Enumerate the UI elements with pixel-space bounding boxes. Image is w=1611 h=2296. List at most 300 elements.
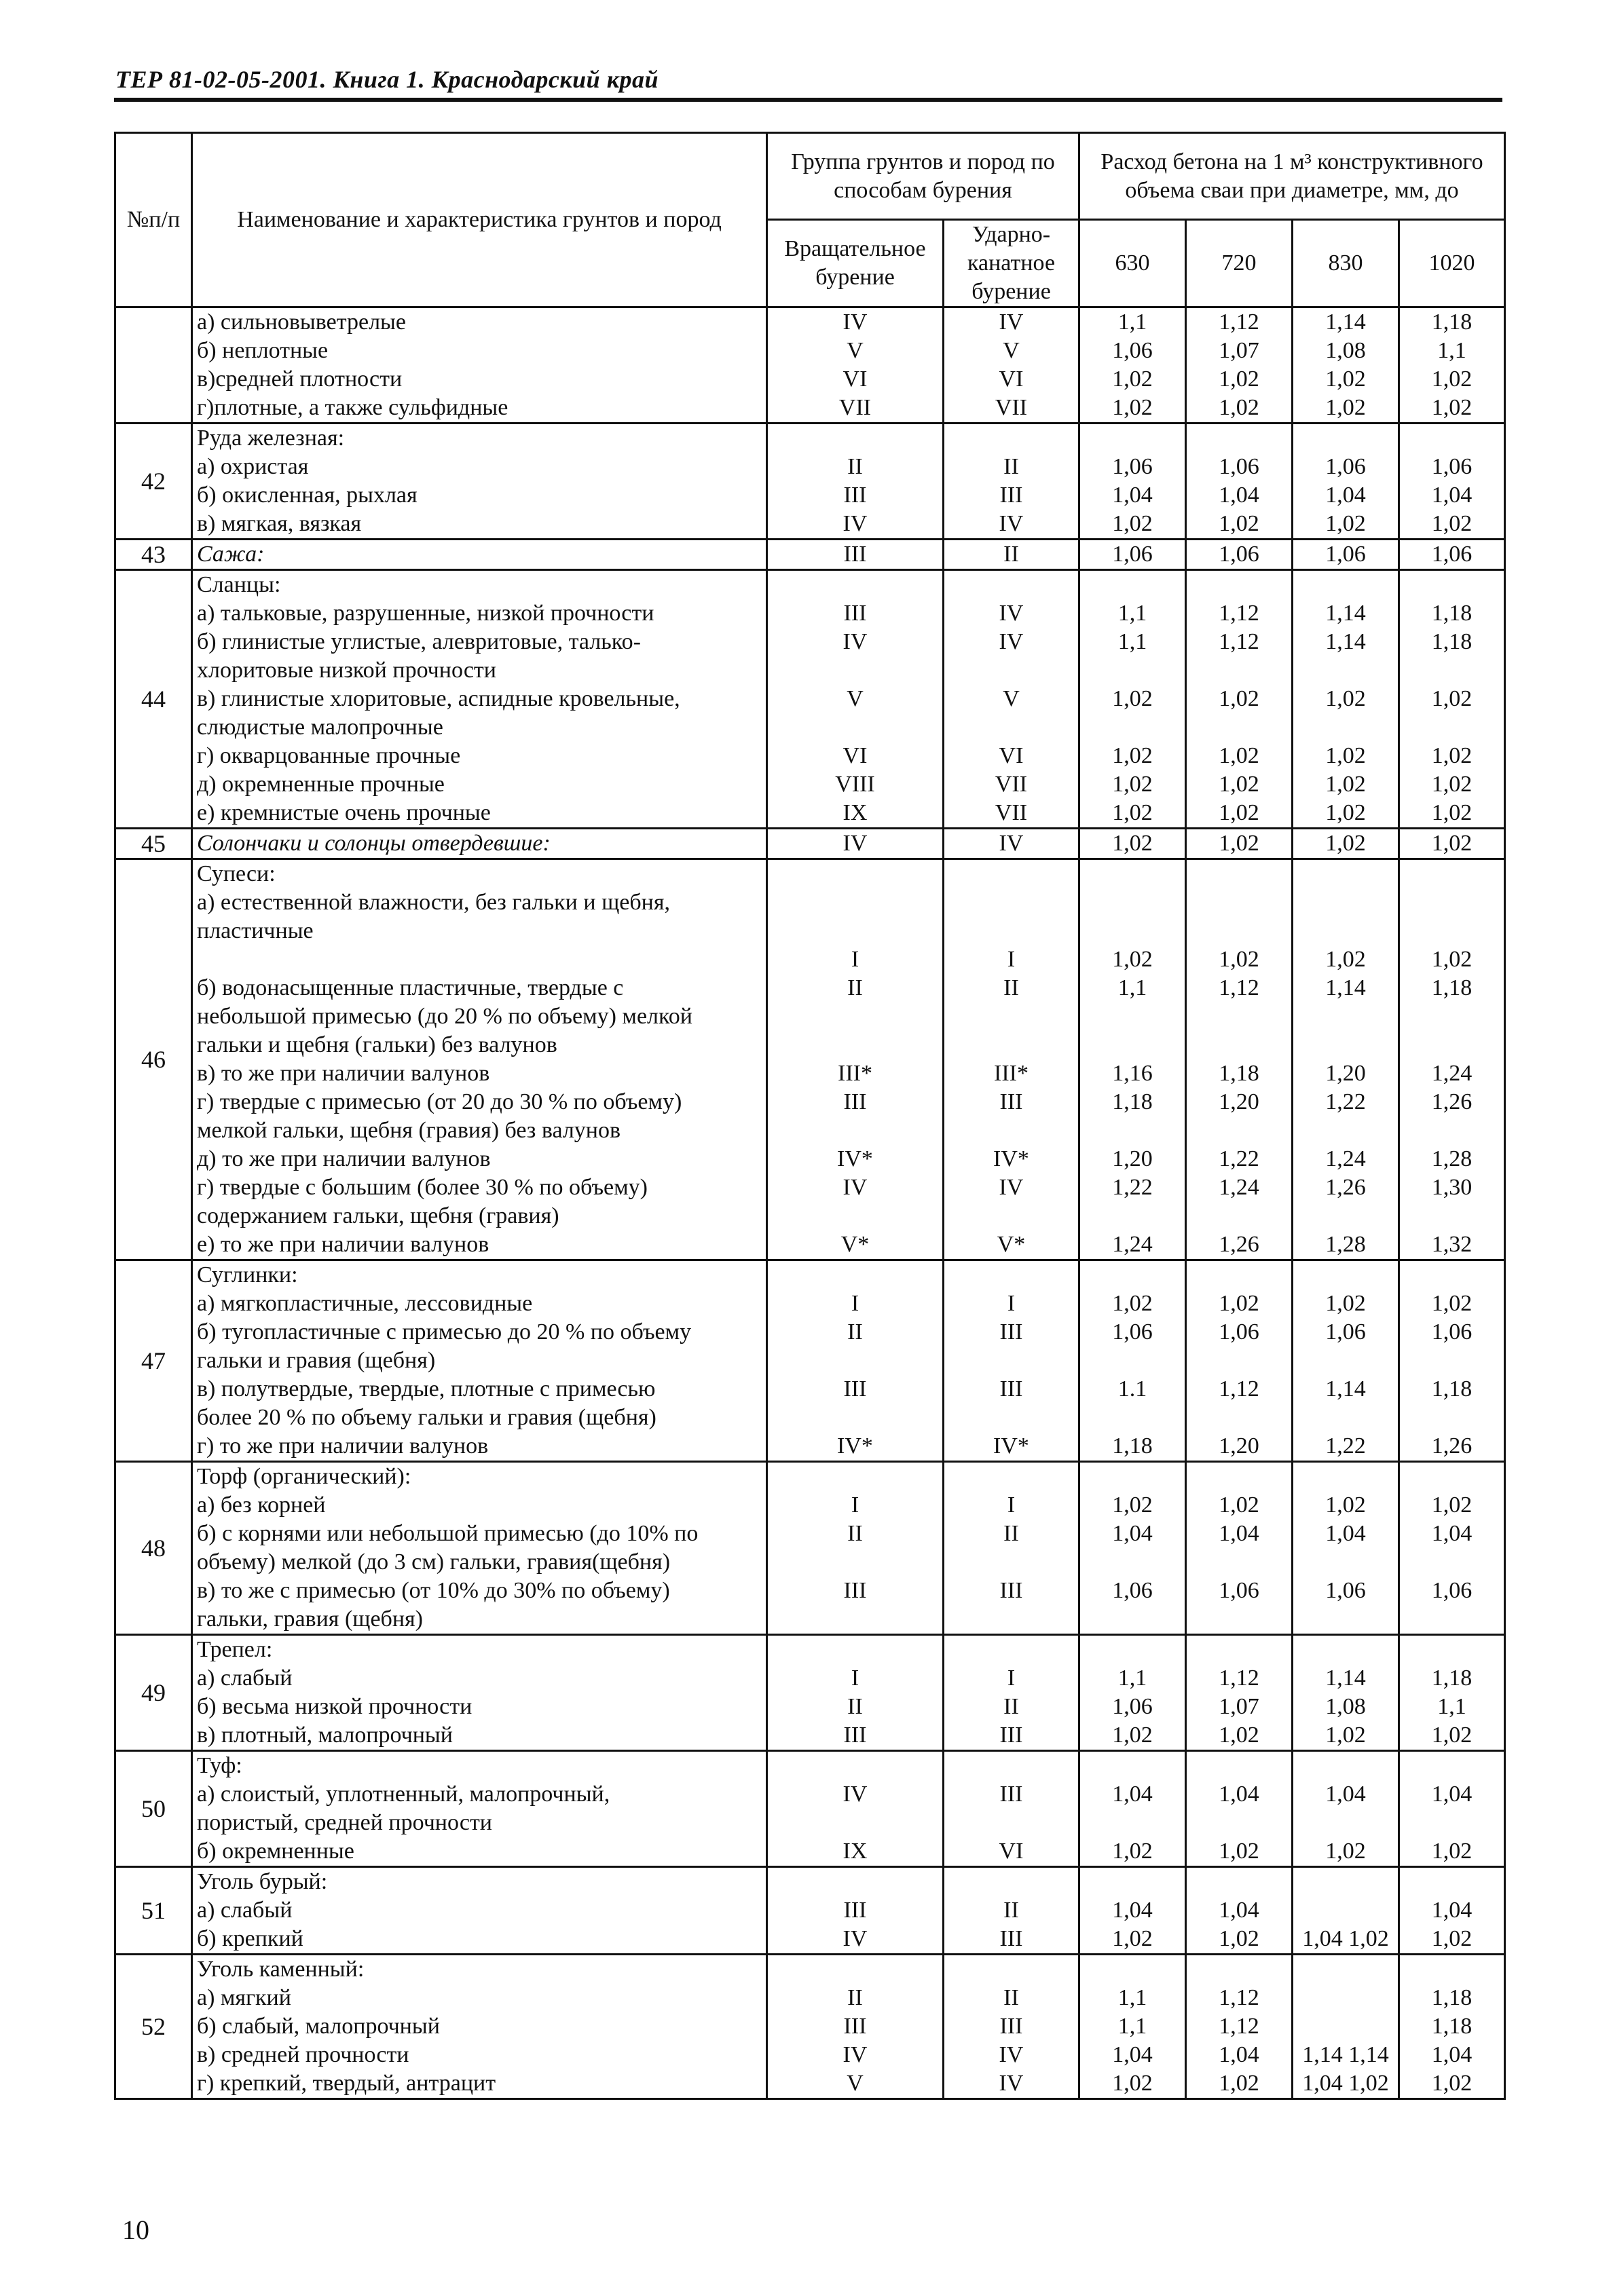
flow-value [1293, 1548, 1399, 1577]
group-rotary: II [767, 1984, 944, 2012]
table-row [115, 1318, 1505, 1347]
table-row [115, 1432, 1505, 1462]
group-rotary: IV [767, 1173, 944, 1202]
soil-name: б) окремненные [192, 1837, 767, 1867]
flow-value [1079, 1002, 1186, 1031]
group-rotary: IV [767, 829, 944, 859]
flow-value: 1,02 [1079, 394, 1186, 424]
flow-value: 1,02 [1079, 685, 1186, 713]
flow-value: 1,04 [1399, 1780, 1505, 1809]
table-row [115, 1577, 1505, 1605]
group-rotary [767, 1751, 944, 1781]
flow-value [1293, 570, 1399, 600]
flow-value [1293, 2012, 1399, 2041]
group-rotary [767, 656, 944, 685]
flow-value: 1,26 [1293, 1173, 1399, 1202]
group-percussion [944, 859, 1079, 889]
group-percussion: III [944, 2012, 1079, 2041]
flow-value [1186, 1809, 1293, 1837]
flow-value: 1,24 [1079, 1230, 1186, 1260]
flow-value [1399, 1462, 1505, 1492]
flow-value: 1,02 [1399, 1837, 1505, 1867]
table-row [115, 859, 1505, 889]
flow-value: 1,02 [1293, 1721, 1399, 1751]
flow-value [1293, 1867, 1399, 1897]
soil-table [114, 132, 1506, 2100]
group-percussion: II [944, 1984, 1079, 2012]
flow-value: 1,06 [1186, 453, 1293, 481]
group-rotary [767, 1605, 944, 1635]
flow-value: 1,24 [1293, 1145, 1399, 1173]
group-percussion: IV [944, 510, 1079, 540]
col-header-concrete-flow: Расход бетона на 1 м³ конструктивного объема сваи при диаметре, мм, до [1079, 133, 1505, 220]
group-percussion: I [944, 1664, 1079, 1693]
flow-value [1186, 424, 1293, 453]
flow-value [1079, 1809, 1186, 1837]
soil-name: а) слабый [192, 1896, 767, 1925]
group-percussion [944, 1404, 1079, 1432]
table-row [115, 1955, 1505, 1984]
soil-name: хлоритовые низкой прочности [192, 656, 767, 685]
flow-value: 1,02 [1399, 1290, 1505, 1318]
group-percussion: III [944, 1318, 1079, 1347]
group-rotary: VIII [767, 770, 944, 799]
flow-value [1293, 1751, 1399, 1781]
flow-value: 1,20 [1079, 1145, 1186, 1173]
flow-value [1399, 1347, 1505, 1375]
group-percussion [944, 1809, 1079, 1837]
group-rotary: IV* [767, 1145, 944, 1173]
table-row [115, 1520, 1505, 1548]
flow-value: 1,02 [1186, 829, 1293, 859]
flow-value [1293, 1605, 1399, 1635]
flow-value: 1,26 [1399, 1432, 1505, 1462]
table-row [115, 1837, 1505, 1867]
flow-value [1186, 1955, 1293, 1984]
flow-value [1399, 1809, 1505, 1837]
soil-name: в) глинистые хлоритовые, аспидные кровельные, [192, 685, 767, 713]
flow-value [1186, 1260, 1293, 1290]
soil-name: в) то же с примесью (от 10% до 30% по объему) [192, 1577, 767, 1605]
soil-name: более 20 % по объему гальки и гравия (щебня) [192, 1404, 767, 1432]
table-row [115, 1031, 1505, 1059]
flow-value [1186, 859, 1293, 889]
table-row [115, 1230, 1505, 1260]
flow-value: 1,02 [1293, 770, 1399, 799]
group-percussion: V* [944, 1230, 1079, 1260]
flow-value: 1,22 [1293, 1432, 1399, 1462]
soil-name: б) окисленная, рыхлая [192, 481, 767, 510]
soil-name: г) твердые с большим (более 30 % по объему) [192, 1173, 767, 1202]
flow-value: 1,06 [1399, 453, 1505, 481]
flow-value: 1,02 [1186, 1925, 1293, 1955]
group-rotary: III [767, 481, 944, 510]
soil-name: а) мягкий [192, 1984, 767, 2012]
flow-value [1399, 1116, 1505, 1145]
flow-value: 1,12 [1186, 1664, 1293, 1693]
soil-name: а) слабый [192, 1664, 767, 1693]
flow-value: 1,18 [1079, 1432, 1186, 1462]
flow-value [1186, 917, 1293, 945]
flow-value [1186, 1462, 1293, 1492]
flow-value [1399, 1548, 1505, 1577]
flow-value: 1,04 [1079, 1520, 1186, 1548]
flow-value: 1,02 [1079, 799, 1186, 829]
table-row [115, 1173, 1505, 1202]
group-rotary [767, 424, 944, 453]
group-percussion: IV [944, 829, 1079, 859]
soil-name: а) мягкопластичные, лессовидные [192, 1290, 767, 1318]
soil-name: гальки, гравия (щебня) [192, 1605, 767, 1635]
header-rule [114, 98, 1502, 102]
group-rotary: III [767, 599, 944, 628]
flow-value: 1,14 [1293, 599, 1399, 628]
table-row [115, 1721, 1505, 1751]
soil-name: Супеси: [192, 859, 767, 889]
flow-value: 1,02 [1186, 1721, 1293, 1751]
flow-value [1079, 888, 1186, 917]
flow-value [1293, 1002, 1399, 1031]
flow-value: 1,12 [1186, 599, 1293, 628]
group-rotary: II [767, 1318, 944, 1347]
group-rotary [767, 570, 944, 600]
flow-value [1293, 1462, 1399, 1492]
flow-value: 1,1 [1079, 307, 1186, 337]
flow-value: 1,1 [1079, 974, 1186, 1002]
flow-value: 1,06 [1293, 1577, 1399, 1605]
flow-value: 1,1 [1079, 1984, 1186, 2012]
flow-value: 1,1 [1399, 337, 1505, 365]
flow-value [1079, 859, 1186, 889]
flow-value [1186, 1031, 1293, 1059]
flow-value [1186, 656, 1293, 685]
flow-value: 1,06 [1186, 1577, 1293, 1605]
flow-value: 1,04 [1079, 481, 1186, 510]
group-rotary [767, 1002, 944, 1031]
flow-value: 1,18 [1399, 1984, 1505, 2012]
flow-value: 1,02 [1399, 1491, 1505, 1520]
flow-value: 1,02 [1293, 1290, 1399, 1318]
soil-name: Сажа: [192, 540, 767, 570]
flow-value: 1,14 [1293, 1664, 1399, 1693]
table-row [115, 365, 1505, 394]
soil-name: б) весьма низкой прочности [192, 1693, 767, 1721]
table-row [115, 799, 1505, 829]
group-rotary [767, 1202, 944, 1230]
flow-value: 1,04 [1186, 481, 1293, 510]
flow-value [1399, 1635, 1505, 1665]
flow-value: 1,06 [1399, 540, 1505, 570]
flow-value: 1,06 [1079, 453, 1186, 481]
flow-value: 1,18 [1399, 628, 1505, 656]
flow-value: 1,04 [1079, 1896, 1186, 1925]
row-number: 45 [115, 829, 192, 859]
flow-value: 1,02 [1293, 685, 1399, 713]
group-rotary: VI [767, 742, 944, 770]
soil-name: в) плотный, малопрочный [192, 1721, 767, 1751]
flow-value: 1,18 [1399, 1664, 1505, 1693]
flow-value: 1,06 [1186, 1318, 1293, 1347]
flow-value: 1,02 [1079, 1290, 1186, 1318]
flow-value: 1,08 [1293, 337, 1399, 365]
table-row [115, 1780, 1505, 1809]
flow-value [1186, 1751, 1293, 1781]
group-percussion [944, 1635, 1079, 1665]
flow-value [1399, 888, 1505, 917]
col-header-group: Группа грунтов и пород по способам бурения [767, 133, 1079, 220]
group-rotary [767, 1867, 944, 1897]
flow-value [1293, 713, 1399, 742]
group-rotary: V [767, 2069, 944, 2099]
flow-value: 1,12 [1186, 974, 1293, 1002]
flow-value: 1,1 [1079, 2012, 1186, 2041]
flow-value [1399, 1955, 1505, 1984]
group-percussion [944, 656, 1079, 685]
soil-name: д) окремненные прочные [192, 770, 767, 799]
group-percussion: III [944, 1088, 1079, 1116]
soil-name: в) средней прочности [192, 2041, 767, 2069]
flow-value [1079, 424, 1186, 453]
row-number: 44 [115, 570, 192, 829]
group-rotary: VI [767, 365, 944, 394]
soil-name: слюдистые малопрочные [192, 713, 767, 742]
table-row [115, 599, 1505, 628]
flow-value: 1,06 [1293, 453, 1399, 481]
group-percussion [944, 713, 1079, 742]
soil-name: б) крепкий [192, 1925, 767, 1955]
soil-name: объему) мелкой (до 3 см) гальки, гравия(щебня) [192, 1548, 767, 1577]
flow-value: 1,04 [1399, 1520, 1505, 1548]
flow-value [1293, 656, 1399, 685]
flow-value [1186, 1867, 1293, 1897]
flow-value: 1,02 [1186, 685, 1293, 713]
soil-name: б) тугопластичные с примесью до 20 % по объему [192, 1318, 767, 1347]
flow-value: 1,04 1,02 [1293, 1925, 1399, 1955]
table-row [115, 917, 1505, 945]
flow-value: 1,1 [1399, 1693, 1505, 1721]
flow-value: 1,02 [1186, 394, 1293, 424]
flow-value: 1,02 [1079, 1721, 1186, 1751]
flow-value: 1,02 [1293, 365, 1399, 394]
flow-value: 1,02 [1399, 394, 1505, 424]
flow-value: 1,14 [1293, 974, 1399, 1002]
group-percussion [944, 1031, 1079, 1059]
group-rotary: I [767, 1491, 944, 1520]
flow-value [1186, 1002, 1293, 1031]
group-rotary: III [767, 1577, 944, 1605]
flow-value: 1,02 [1293, 945, 1399, 974]
flow-value: 1,24 [1399, 1059, 1505, 1088]
group-percussion: V [944, 337, 1079, 365]
flow-value [1079, 1404, 1186, 1432]
flow-value: 1,02 [1399, 799, 1505, 829]
soil-name: небольшой примесью (до 20 % по объему) мелкой [192, 1002, 767, 1031]
group-rotary: I [767, 1290, 944, 1318]
flow-value: 1,06 [1186, 540, 1293, 570]
flow-value: 1,12 [1186, 2012, 1293, 2041]
flow-value: 1,04 1,02 [1293, 2069, 1399, 2099]
flow-value: 1,02 [1186, 1837, 1293, 1867]
flow-value: 1,02 [1293, 1491, 1399, 1520]
group-percussion: IV* [944, 1432, 1079, 1462]
table-row [115, 1059, 1505, 1088]
flow-value: 1,06 [1293, 1318, 1399, 1347]
flow-value [1293, 1635, 1399, 1665]
table-row [115, 974, 1505, 1002]
flow-value [1079, 1867, 1186, 1897]
flow-value [1186, 713, 1293, 742]
group-rotary [767, 1116, 944, 1145]
table-row [115, 510, 1505, 540]
flow-value [1186, 888, 1293, 917]
flow-value: 1,1 [1079, 628, 1186, 656]
soil-name: Уголь каменный: [192, 1955, 767, 1984]
flow-value: 1,02 [1186, 510, 1293, 540]
soil-name: пористый, средней прочности [192, 1809, 767, 1837]
flow-value [1399, 1751, 1505, 1781]
flow-value: 1,06 [1293, 540, 1399, 570]
table-row [115, 1116, 1505, 1145]
row-number: 46 [115, 859, 192, 1260]
flow-value: 1,18 [1399, 307, 1505, 337]
flow-value: 1,20 [1186, 1088, 1293, 1116]
col-header-d1020: 1020 [1399, 220, 1505, 307]
flow-value: 1,02 [1399, 945, 1505, 974]
table-row [115, 1809, 1505, 1837]
soil-name: содержанием гальки, щебня (гравия) [192, 1202, 767, 1230]
flow-value [1293, 424, 1399, 453]
group-percussion: II [944, 1520, 1079, 1548]
table-row [115, 1202, 1505, 1230]
flow-value: 1,06 [1399, 1577, 1505, 1605]
flow-value: 1,18 [1079, 1088, 1186, 1116]
group-rotary [767, 1260, 944, 1290]
flow-value: 1,02 [1399, 829, 1505, 859]
group-percussion: III [944, 1721, 1079, 1751]
soil-name: г) твердые с примесью (от 20 до 30 % по объему) [192, 1088, 767, 1116]
table-row [115, 540, 1505, 570]
table-row [115, 1664, 1505, 1693]
flow-value [1079, 570, 1186, 600]
soil-name: Уголь бурый: [192, 1867, 767, 1897]
group-percussion: VI [944, 1837, 1079, 1867]
soil-name: Трепел: [192, 1635, 767, 1665]
soil-name: г)плотные, а также сульфидные [192, 394, 767, 424]
page-number: 10 [122, 2215, 149, 2245]
soil-name: в) мягкая, вязкая [192, 510, 767, 540]
group-percussion: I [944, 1290, 1079, 1318]
table-row [115, 1635, 1505, 1665]
group-percussion [944, 1002, 1079, 1031]
flow-value: 1,28 [1399, 1145, 1505, 1173]
flow-value: 1,02 [1079, 1837, 1186, 1867]
group-percussion [944, 1260, 1079, 1290]
table-row [115, 453, 1505, 481]
group-percussion: III [944, 1375, 1079, 1404]
flow-value: 1,02 [1186, 799, 1293, 829]
flow-value [1293, 1031, 1399, 1059]
group-percussion [944, 888, 1079, 917]
table-row [115, 1605, 1505, 1635]
soil-name: в)средней плотности [192, 365, 767, 394]
flow-value [1293, 1896, 1399, 1925]
table-row [115, 945, 1505, 974]
flow-value: 1,14 [1293, 628, 1399, 656]
group-percussion: IV [944, 628, 1079, 656]
table-row [115, 713, 1505, 742]
flow-value: 1,06 [1079, 540, 1186, 570]
flow-value: 1,02 [1186, 770, 1293, 799]
group-rotary [767, 1404, 944, 1432]
group-percussion [944, 1751, 1079, 1781]
row-number: 49 [115, 1635, 192, 1751]
group-percussion: III [944, 1780, 1079, 1809]
table-row [115, 1145, 1505, 1173]
flow-value [1399, 1202, 1505, 1230]
soil-name: а) естественной влажности, без гальки и щебня, [192, 888, 767, 917]
soil-name: б) глинистые углистые, алевритовые, талько- [192, 628, 767, 656]
group-rotary: VII [767, 394, 944, 424]
flow-value: 1,04 [1293, 1780, 1399, 1809]
flow-value: 1,18 [1186, 1059, 1293, 1088]
flow-value [1399, 1260, 1505, 1290]
table-row [115, 628, 1505, 656]
soil-name [192, 945, 767, 974]
group-percussion: I [944, 1491, 1079, 1520]
group-percussion [944, 1202, 1079, 1230]
table-row [115, 424, 1505, 453]
col-header-num: №п/п [115, 133, 192, 307]
row-number: 47 [115, 1260, 192, 1462]
flow-value [1399, 917, 1505, 945]
soil-name: г) то же при наличии валунов [192, 1432, 767, 1462]
flow-value: 1,22 [1293, 1088, 1399, 1116]
group-rotary: II [767, 1693, 944, 1721]
flow-value [1293, 1809, 1399, 1837]
document-header: ТЕР 81-02-05-2001. Книга 1. Краснодарский край [115, 66, 659, 93]
flow-value: 1,18 [1399, 599, 1505, 628]
group-percussion [944, 1462, 1079, 1492]
table-row [115, 1548, 1505, 1577]
table-row [115, 481, 1505, 510]
group-rotary [767, 1462, 944, 1492]
group-rotary: I [767, 945, 944, 974]
table-row [115, 829, 1505, 859]
flow-value [1293, 1984, 1399, 2012]
flow-value: 1,02 [1186, 945, 1293, 974]
flow-value [1399, 424, 1505, 453]
flow-value [1293, 1404, 1399, 1432]
group-rotary: III* [767, 1059, 944, 1088]
flow-value: 1,02 [1186, 1290, 1293, 1318]
flow-value: 1,02 [1186, 2069, 1293, 2099]
flow-value: 1,02 [1293, 1837, 1399, 1867]
group-percussion: II [944, 540, 1079, 570]
group-rotary: III [767, 2012, 944, 2041]
flow-value [1079, 1462, 1186, 1492]
soil-name: е) кремнистые очень прочные [192, 799, 767, 829]
flow-value [1079, 1202, 1186, 1230]
flow-value [1399, 1031, 1505, 1059]
flow-value: 1,02 [1079, 770, 1186, 799]
group-rotary: IV [767, 1780, 944, 1809]
group-rotary: IV* [767, 1432, 944, 1462]
flow-value: 1,12 [1186, 1375, 1293, 1404]
flow-value: 1,12 [1186, 307, 1293, 337]
flow-value [1399, 713, 1505, 742]
flow-value [1079, 1031, 1186, 1059]
flow-value [1399, 656, 1505, 685]
